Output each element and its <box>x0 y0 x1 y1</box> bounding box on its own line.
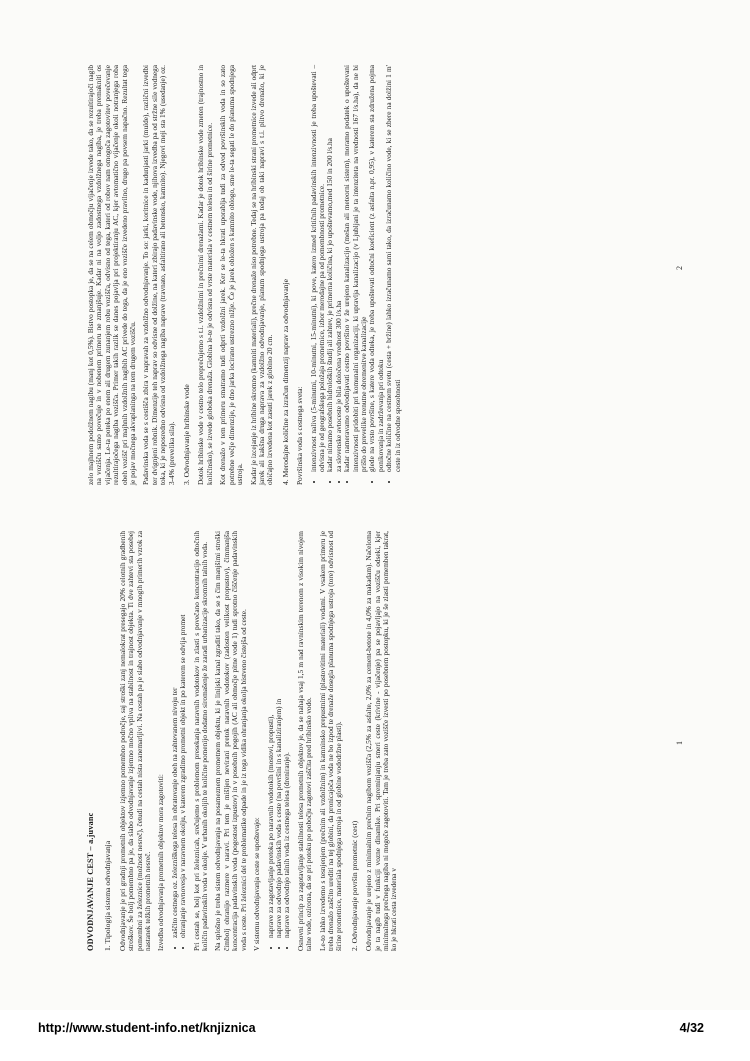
document-title: ODVODNJAVANJE CEST – a.juvanc <box>86 812 95 951</box>
paragraph: Odvodnjavanje je urejeno z minimalnim prečnim nagibom vozišča (2,5% za asfalte, 2,0% za cement-betone in 4,0% za makadam). Načeloma je ta nagib tudi v funkciji vozne dinamike. Pri spreminjanju smeri ceste (krivine - vijačenje) pa se pojavljajo na vozišču odseki, kjer minimalnega prečnega nagiba ni mogoče zagotoviti. Tam je treba zato vozišče izvesti po posebnem postopku, ki je še zlasti pomemben takrat, ko je hkrati cesta izvedena v <box>364 531 399 951</box>
section-heading-2: 2. Odvodnjavanje površin prometnic (cest) <box>349 820 359 951</box>
list-item: • naprave za zagotavljanje pretoka po naravnih vodotokih (mostovi, propusti), <box>267 531 275 938</box>
left-page-number: 1 <box>675 741 684 745</box>
paragraph: Le-to lahko izvedemo s tesnjenjem (prečnim ali vzdolžnim) in kamninsko prepustnimi (plastovitimi materiali) vodami. V vsakem primeru je treba drenažo zaščito urediti na tej globini, da pronicajoča voda ne bo izpod te drenaže dosegla planuma spodnjega ustroja (tore) odvisnost od širine prometnice, materiala spodnjega ustroja in od globine vododržne plasti). <box>317 531 344 951</box>
paragraph: zelo majhnem podolžnem nagibu (manj kot 0,5%). Bistvo postopka je, da se na celem območju vijačenje izvede tako, da se rezultirajoči nagib na vozišču samo povečuje in v nobenem primeru ne zmanjšuje. Kadar ni na voljo zadostnega vzdolžnega nagiba, je treba premakniti os vijačenja. Le-ta poteka po enem ali drugem zunanjem robu vozišča, odvisno od tega, kateri od robov nam omogoča zagotovitev povečevanje rezultirajočega nagiba vozišča. Primer takih razlik se danes pojavlja pri projektiranju AC, kjer avtomatično vijačenje okoli notranjega roba obeh vozišč pri majhnih vzdolžnih nagibih AC privede do tega, da je eno vozišče izvedeno pravilno, drugo pa povsem napačno. Rezultat tega je pojav močnega akvaplaninga na tem drugem vozišču. <box>86 65 138 485</box>
paragraph: V sistemu odvodnjavanja ceste se upoštevajo: <box>252 817 262 951</box>
paragraph: Na splošno je treba sistem odvodnjavanja na posameznem prometnem objektu, ki je linijski kanal zgraditi tako, da se s čim manjšimi stroški čimbolj ohranijo razmere v naravi. Pri tem je mišljen nevirani pretok naravnih vodotokov (zadosten velikost propustov), čimmanjša koncentracija padavinskih voda (pogostost izpustov) in v posebnih pogojih (AC ali območje pitne vode 1) tudi sprotno čiščenje padavinskih voda s ceste. Pri železnici del te problematike odpade in je iz tega vidika ohranjanja okolja bistveno čistejša od ceste. <box>213 531 248 951</box>
paragraph: Površinska voda s cestnega sveta: <box>295 386 305 485</box>
list-item: • naprave za odvodnjo padavinskih voda s ceste (na površini in s kanaliziranjem) in <box>275 531 283 938</box>
left-page-column <box>87 531 404 951</box>
section-heading-4: 4. Merodajne količine za izračun dimenzij naprav za odvodnjavanje <box>280 279 290 485</box>
right-page-number: 2 <box>675 266 684 270</box>
paragraph: Osnovni princip za zagotavljanje stabilnosti telesa prometnih objektov je, da se nahaja vsaj 1,5 m nad ravninskim terenom z visokim nivojem talne vode, oziroma, da se pri potoku po pobočju zagotovi zaščita pred hribinsko vodo. <box>295 531 314 951</box>
footer-bar <box>0 1010 750 1061</box>
footer-page-counter: 4/32 <box>679 1021 704 1035</box>
paragraph: Padavinska voda se s cestišča zbira v napravah za vzdolžno odvodnjavanje. To so: jarki, koritnice in kadunjasti jarki (mulde), različni izvedbi ter dvignjeni robnik. Dimenzije teh naprav so odvisne od dolžine, na kateri zbirajo padavinske vode, njihova izvedba pa od stržne sile vodnega toka, ki je neposredno odvisna od vzdolžnega nagiba naprave (travnato, asfaltirano ali betonsko, kamnito). Njegovi meji sta 1% (usedanje) oz. 3-4% (prevelika sila). <box>141 65 176 485</box>
rotated-two-page-spread <box>35 25 715 985</box>
list-item: • odtočne količine na cestnem svetu (cesta + bržine) lahko izračunamo sami tako, da izračunamo količino vode, ki se zbere na dolžini 1 m' ceste in iz odvodne sposobnosti <box>385 65 402 472</box>
list-item: • glede na vrsto površine, s katere voda odteka, je treba upoštevati odtočni koeficient (z asfalta n.pr. 0,95), v katerem sta združena pojma ponikovanja in zadrževanja pri odtoku <box>368 65 385 472</box>
paragraph: Dotok hribinske vode v cestno telo preprečujemo s t.i. vzdolžnimi in prečnimi drenažami. Kadar je dotok hribinske vode zmeten (trajnostno in količinsko), se izvede globoka drenaža. Globina le-te je odvisna od vrste materiala v cestnem telesu in od širine prometnice. <box>196 65 214 485</box>
right-page-column <box>87 65 407 485</box>
list-item: • kadar nimamo posebnih hidroloških študij ali zahtev, je primerna količina, ki jo upoštevamo,med 150 in 200 l/s.ha <box>326 65 334 472</box>
list-item: • za slovenske avtoceste je bila določena vrednost 300 l/s.ha <box>335 65 343 472</box>
bullet-list <box>171 531 188 951</box>
section-heading-3: 3. Odvodnjavanje hribinske vode <box>182 384 192 485</box>
list-item: • zaščito cestnega oz. železniškega telesa in obratovanje obeh na zahtevanem nivoju ter <box>171 531 179 938</box>
list-item: • kadar nameravamo odvodnjavati cestno površino v že urejeno kanalizacijo (mešan ali meteorni sistem), moramo podatek o upoštevani intenzivnosti pridobiti pri komunalni organizaciji, ki upravlja kanalizacijo (v Ljubljani je ta intenziteta na vrednosti 167 l/s.ha), da ne bi prišlo do prevelike trenutne obremenitve kanalizacije <box>343 65 368 472</box>
list-item: • intenzivnost naliva (5-minutni, 10-minutni, 15-minutni), ki pove, katero izmed kritičnih padavinskih intenzivnosti je treba upoštevati – odvisna je od geografskega položaja prometnice, izbor merodajne pa od pomembnosti prometnice. <box>310 65 327 472</box>
footer-url-link[interactable]: http://www.student-info.net/knjiznica <box>38 1021 256 1035</box>
paragraph: Kot drenažo v tem primeru smatramo tudi odprti vzdolžni jarek. Ker se le-ta hkrati uporablja tudi za odvod površinskih voda in so zato potrebne večje dimenzije, je dno jarka locirano ustrezno nižje. Če je jarek obložen s kamnito oblogo, sme le-ta segati le do planuma spodnjega ustroja. <box>218 65 245 485</box>
list-item: • naprave za odvodnjo talnih voda iz cestnega telesa (dreniranje). <box>283 531 291 938</box>
paragraph: Odvodnjavanje je pri gradnji prometnih objektov izjemno pomembno področje, saj stroški zanj nemalokrat presegajo 20% celotnih gradbenih stroškov. Še bolj pomembno pa je, da slabo odvodnjavanje izjemno močno vpliva na stabilnost in trajnost objekta. Ti dve zahtevi sta posebej pomembni za železnice (možnost nesreč), četudi na cestah nista zanemarljivi. Na cestah pa je slabo odvodnjavanje v mnogih primerih vzrok za nastanek težkih prometnih nesreč. <box>117 531 153 951</box>
paragraph: Pri cestah se, bolj kot pri železnicah, srečujemo s problemom presekanja naravnih vodotokov in zlasti s povečano koncentracijo odtočnih količin padavinskih voda v okolje. V urbanih okoljih te količine pomenijo dodatno siromašenje že zaradi urbanizacije skromnih talnih voda. <box>191 531 210 951</box>
paragraph: Kadar je izcejanje iz hribine skromno (kamniti materiali), prečne drenaže niso potrebne. Tedaj se na hribinski strani prometnice izvede ali odprt jarek ali kakšna druga naprava za vzdolžno odvodnjavanje, planum spodnjega ustroja pa tedaj ob taki napravi s t.i. plitvo drenažo, ki je običajno izvedena kot zasuti jarek z globino 20 cm. <box>248 65 275 485</box>
bullet-list <box>267 531 292 951</box>
bullet-list <box>310 65 402 485</box>
list-item: • ohranjanje ravnovesja v naravnem okolju, v katerem zgradimo prometni objekt in po katerem se odvija promet <box>179 531 187 938</box>
paragraph: Izvedba odvodnjavanja prometnih objektov mora zagotoviti: <box>156 774 166 951</box>
section-heading-1: 1. Tipologija sistema odvodnjavanja <box>103 840 113 951</box>
